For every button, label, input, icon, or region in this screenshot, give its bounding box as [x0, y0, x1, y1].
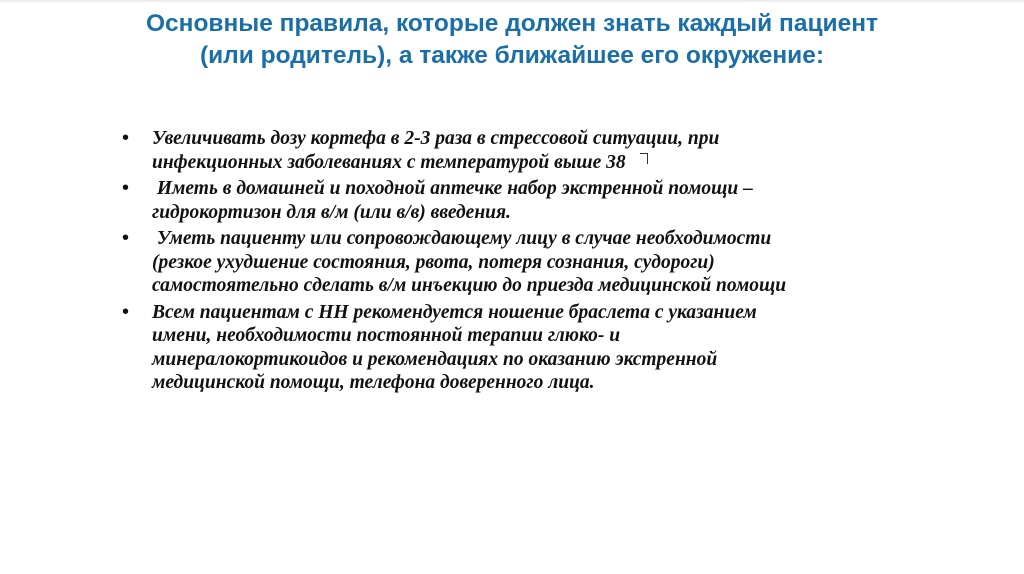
bullet-line: Уметь пациенту или сопровождающему лицу в случае необходимости [152, 228, 772, 249]
bullet-line: имени, необходимости постоянной терапии глюко- и [152, 325, 621, 346]
bullet-line: инфекционных заболеваниях с температурой выше 38 [152, 151, 626, 173]
bullet-line-with-mark [152, 151, 982, 175]
bullet-line: Всем пациентам с НН рекомендуется ношение браслета с указанием [152, 301, 757, 323]
bullet-line: минералокортикоидов и рекомендациях по оказанию экстренной [152, 348, 718, 370]
bullet-item-1 [122, 127, 982, 174]
bullet-item-4 [122, 301, 982, 395]
bullet-line: Увеличивать дозу кортефа в 2-3 раза в стрессовой ситуации, при [152, 128, 720, 149]
title-line-2: (или родитель), а также ближайшее его окружение: [199, 42, 825, 69]
bullet-text [152, 301, 982, 395]
bullet-text [152, 227, 982, 298]
bullet-marker: • [122, 177, 130, 199]
bullet-text [152, 127, 982, 174]
bullet-item-3 [122, 227, 982, 298]
bullet-marker: • [122, 227, 130, 249]
title-line-1: Основные правила, которые должен знать каждый пациент [145, 10, 879, 37]
bullet-line: (резкое ухудшение состояния, рвота, потеря сознания, судороги) [152, 251, 715, 273]
bullet-line: Иметь в домашней и походной аптечке набор экстренной помощи – [152, 178, 753, 199]
slide-title [40, 8, 984, 72]
bullet-marker: • [122, 127, 130, 149]
corner-mark-icon [640, 153, 648, 164]
bullet-marker: • [122, 300, 130, 323]
bullet-list [122, 127, 982, 398]
bullet-text [152, 177, 982, 224]
bullet-line: самостоятельно сделать в/м инъекцию до приезда медицинской помощи [152, 275, 787, 296]
bullet-item-2 [122, 177, 982, 224]
bullet-line: гидрокортизон для в/м (или в/в) введения. [152, 201, 511, 223]
bullet-line: медицинской помощи, телефона доверенного лица. [152, 372, 595, 393]
